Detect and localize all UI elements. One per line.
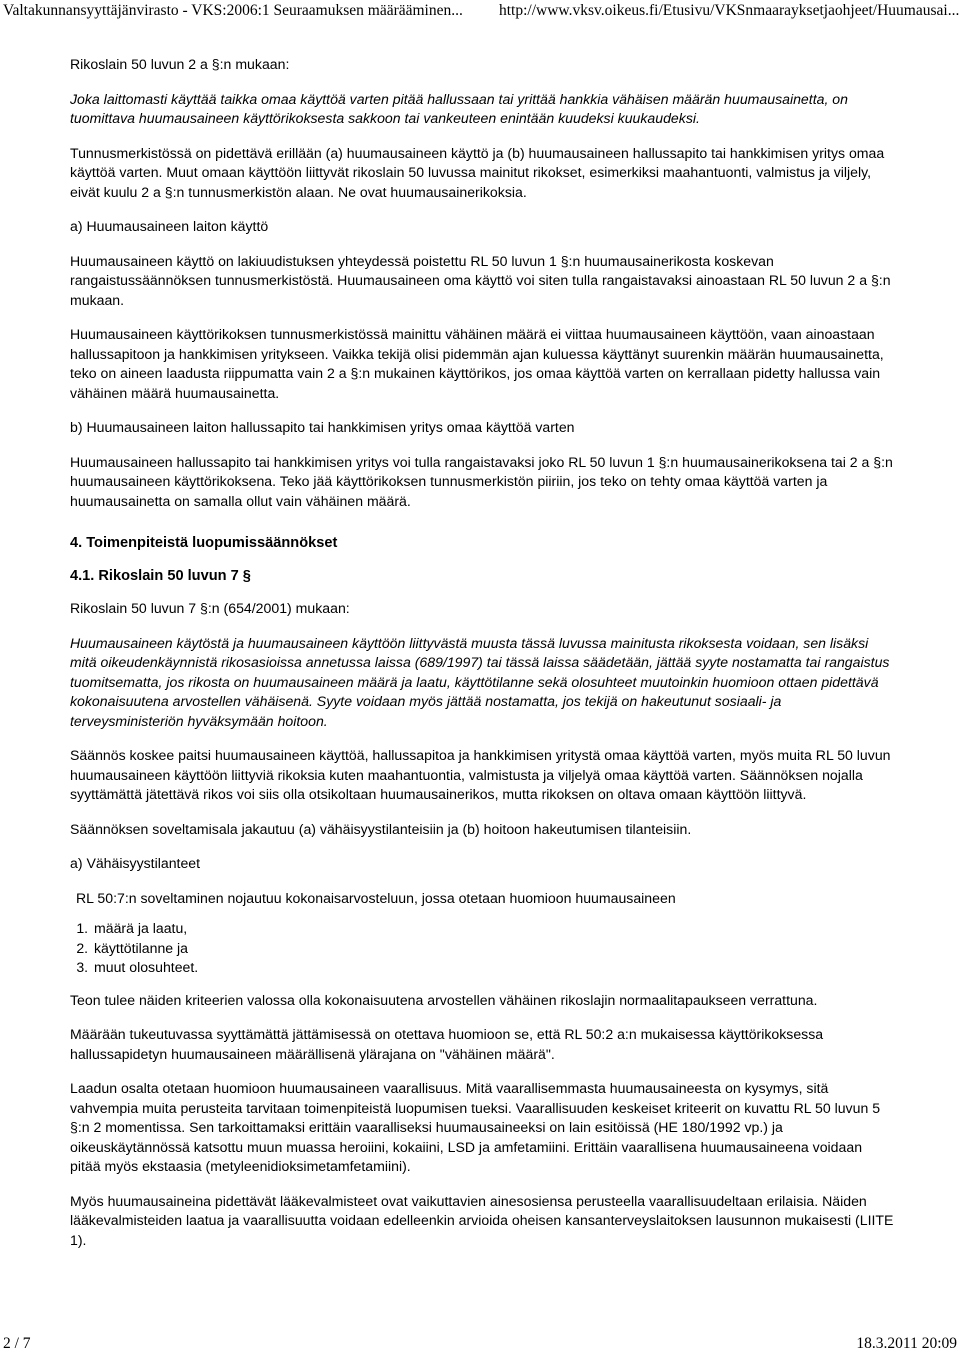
paragraph: Laadun osalta otetaan huomioon huumausaineen vaarallisuus. Mitä vaarallisemmasta huumausaineesta on kysymys, sitä vahvempia muita perusteita tarvitaan toimenpiteistä luopumisen tueksi. Vaarallisuuden keskeiset kriteerit on kuvattu RL 50 luvun 5 §:n 2 momentissa. Sen tarkoittamaksi erittäin vaaralliseksi huumausaineeksi on lain esitöissä (HE 180/1992 vp.) ja oikeuskäytännössä katsottu muun muassa heroiini, kokaiini, LSD ja amfetamiini. Erittäin vaarallisena huumausaineena voidaan pitää myös ekstaasia (metyleenidioksimetamfetamiini). — [70, 1080, 881, 1174]
list-item: 1. määrä ja laatu, — [92, 919, 896, 939]
paragraph-law-quote: Joka laittomasti käyttää taikka omaa käyttöä varten pitää hallussaan tai yrittää hankkia vähäisen määrän huumausainetta, on tuomittava huumausaineen käyttörikoksesta sakkoon tai vankeuteen enintään kuudeksi kuukaudeksi. — [70, 90, 848, 126]
subheading-a: a) Vähäisyystilanteet — [70, 855, 201, 871]
page-number: 2 / 7 — [3, 1335, 31, 1352]
section-heading: 4. Toimenpiteistä luopumissäännökset — [70, 535, 338, 551]
paragraph-law-quote: Huumausaineen käytöstä ja huumausaineen käyttöön liittyvästä muusta tässä luvussa mainitusta rikoksesta voidaan, sen lisäksi mitä oikeudenkäynnistä rikosasioissa annetussa laissa (689/1997) tai tässä laissa säädetään, jättää syyte nostamatta tai rangaistus tuomitsematta, jos rikosta on huumausaineen määrä ja laatu, käyttötilanne sekä olosuhteet muutoinkin huomioon ottaen pidettävä kokonaisuutena arvostellen vähäisenä. Syyte voidaan myös jättää nostamatta, jos tekijä on hakeutunut sosiaali- ja terveysministeriön hyväksymään hoitoon. — [70, 634, 890, 729]
paragraph: Säännös koskee paitsi huumausaineen käyttöä, hallussapitoa ja hankkimisen yritystä omaa käyttöä varten, myös muita RL 50 luvun huumausaineen käyttöön liittyviä rikoksia kuten maahantuontia, valmistusta ja viljelyä omaa käyttöä varten. Säännöksen nojalla syyttämättä jätettävä rikos voi siis olla otsikoltaan huumausainerikos, mutta rikoksen on oltava omaan käyttöön liittyvä. — [70, 747, 891, 802]
paragraph: Määrään tukeutuvassa syyttämättä jättämisessä on otettava huomioon se, että RL 50:2 a:n mukaisessa käyttörikoksessa hallussapidetyn huumausaineen määrällisenä ylärajana on "vähäinen määrä". — [70, 1026, 824, 1062]
paragraph: Tunnusmerkistössä on pidettävä erillään (a) huumausaineen käyttö ja (b) huumausaineen hallussapito tai hankkimisen yritys omaa käyttöä varten. Muut omaan käyttöön liittyvät rikoslain 50 luvussa mainitut rikokset, esimerkiksi maahantuonti, valmistus ja viljely, eivät kuulu 2 a §:n tunnusmerkistön alaan. Ne ovat huumausainerikoksia. — [70, 144, 885, 200]
paragraph: Teon tulee näiden kriteerien valossa olla kokonaisuutena arvostellen vähäinen rikoslajin normaalitapaukseen verrattuna. — [70, 991, 818, 1008]
print-header — [0, 0, 960, 22]
paragraph-law-ref: Rikoslain 50 luvun 7 §:n (654/2001) mukaan: — [70, 600, 350, 616]
paragraph: Huumausaineen hallussapito tai hankkimisen yritys voi tulla rangaistavaksi joko RL 50 luvun 1 §:n huumausainerikoksena tai 2 a §:n huumausaineen käyttörikoksena. Teko jää käyttörikoksen tunnusmerkistön piiriin, jos teko on tehty omaa käyttöä varten ja huumausainetta on samalla ollut vain vähäinen määrä. — [70, 453, 893, 509]
header-url: http://www.vksv.oikeus.fi/Etusivu/VKSnmaarayksetjaohjeet/Huumausai... — [499, 2, 960, 19]
paragraph-law-ref: Rikoslain 50 luvun 2 a §:n mukaan: — [70, 56, 290, 72]
paragraph: Huumausaineen käyttö on lakiuudistuksen yhteydessä poistettu RL 50 luvun 1 §:n huumausainerikosta koskevan rangaistussäännöksen tunnusmerkistöstä. Huumausaineen oma käyttö voi siten tulla rangaistavaksi ainoastaan RL 50 luvun 2 a §:n mukaan. — [70, 252, 891, 308]
paragraph: Myös huumausaineina pidettävät lääkevalmisteet ovat vaikuttavien ainesosiensa perusteella vaarallisuudeltaan erilaisia. Näiden lääkevalmisteiden laatua ja vaarallisuutta voidaan edelleenkin arvioida oheisen kansanterveyslaitoksen lausunnon mukaisesti (LIITE 1). — [70, 1192, 894, 1248]
subheading-b: b) Huumausaineen laiton hallussapito tai hankkimisen yritys omaa käyttöä varten — [70, 419, 575, 435]
list-item: 2. käyttötilanne ja — [92, 939, 896, 959]
print-footer — [0, 1333, 960, 1355]
paragraph: Säännöksen soveltamisala jakautuu (a) vähäisyystilanteisiin ja (b) hoitoon hakeutumisen tilanteisiin. — [70, 820, 692, 837]
subheading-a: a) Huumausaineen laiton käyttö — [70, 218, 269, 234]
document-body — [70, 55, 896, 1265]
paragraph: RL 50:7:n soveltaminen nojautuu kokonaisarvosteluun, jossa otetaan huomioon huumausaineen — [76, 889, 676, 906]
print-datetime: 18.3.2011 20:09 — [856, 1335, 957, 1352]
paragraph: Huumausaineen käyttörikoksen tunnusmerkistössä mainittu vähäinen määrä ei viittaa huumausaineen käyttöön, vaan ainoastaan hallussapitoon ja hankkimisen yritykseen. Vaikka tekijä olisi pidemmän ajan kuluessa käyttänyt suurenkin määrän huumausainetta, teko on aineen laadusta riippumatta vain 2 a §:n mukainen käyttörikos, jos omaa käyttöä varten on kerrallaan pidetty hallussa vain vähäinen määrä huumausainetta. — [70, 326, 884, 401]
subsection-heading: 4.1. Rikoslain 50 luvun 7 § — [70, 568, 251, 584]
criteria-list — [70, 919, 896, 978]
list-item: 3. muut olosuhteet. — [92, 958, 896, 978]
header-title: Valtakunnansyyttäjänvirasto - VKS:2006:1 Seuraamuksen määrääminen... — [3, 2, 463, 19]
